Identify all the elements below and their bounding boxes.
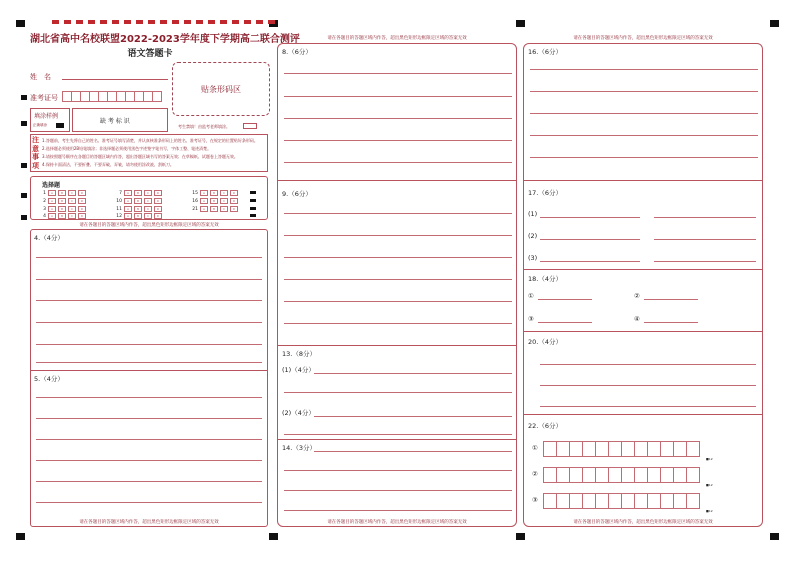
opt-C[interactable]: C <box>220 190 228 196</box>
opt-C[interactable]: C <box>144 213 152 219</box>
opt-C[interactable]: C <box>220 206 228 212</box>
mcq-title: 选择题 <box>42 182 61 189</box>
q18-a-label: ① <box>528 292 534 300</box>
opt-A[interactable]: A <box>124 206 132 212</box>
q13-2-label: (2)（4分） <box>282 409 315 417</box>
q-num: 7 <box>119 190 122 196</box>
registration-mark <box>516 533 525 540</box>
answer-line[interactable] <box>36 300 262 301</box>
answer-line[interactable] <box>284 73 512 74</box>
answer-line[interactable] <box>36 502 262 503</box>
opt-B[interactable]: B <box>210 190 218 196</box>
opt-D[interactable]: D <box>78 198 86 204</box>
section-divider <box>277 180 517 181</box>
answer-line[interactable] <box>36 322 262 323</box>
answer-line[interactable] <box>530 69 758 70</box>
section-divider <box>277 439 517 440</box>
answer-warning: 请在各题目的答题区域内作答，超出黑色矩形边框限定区域的答案无效 <box>573 36 713 41</box>
answer-line[interactable] <box>284 140 512 141</box>
side-mark <box>21 215 27 220</box>
mcq-row[interactable] <box>112 198 162 204</box>
answer-warning: 请在各题目的答题区域内作答，超出黑色矩形边框限定区域的答案无效 <box>79 520 219 525</box>
answer-line[interactable] <box>36 481 262 482</box>
name-label: 姓 名 <box>30 73 51 81</box>
opt-D[interactable]: D <box>78 213 86 219</box>
header-dash-bar <box>52 20 277 24</box>
answer-line[interactable] <box>644 299 698 300</box>
opt-C[interactable]: C <box>68 198 76 204</box>
q17-label: 17.（6分） <box>528 189 562 197</box>
timing-mark <box>250 191 256 194</box>
opt-A[interactable]: A <box>48 190 56 196</box>
answer-line[interactable] <box>36 397 262 398</box>
mcq-row[interactable] <box>40 198 86 204</box>
answer-warning: 请在各题目的答题区域内作答，超出黑色矩形边框限定区域的答案无效 <box>327 520 467 525</box>
answer-line[interactable] <box>540 364 756 365</box>
opt-D[interactable]: D <box>230 206 238 212</box>
cell-count: ■12 <box>706 483 713 487</box>
section-divider <box>523 269 763 270</box>
opt-C[interactable]: C <box>68 206 76 212</box>
q-num: 10 <box>116 198 122 204</box>
side-mark <box>21 95 27 100</box>
answer-line[interactable] <box>530 135 758 136</box>
q22-b-label: ② <box>532 470 538 478</box>
answer-line[interactable] <box>284 235 512 236</box>
opt-A[interactable]: A <box>124 190 132 196</box>
answer-warning: 请在各题目的答题区域内作答，超出黑色矩形边框限定区域的答案无效 <box>327 36 467 41</box>
q20-label: 20.（4分） <box>528 338 562 346</box>
answer-line[interactable] <box>284 279 512 280</box>
notice-label: 注 意 事 项 <box>32 136 39 170</box>
answer-line[interactable] <box>36 257 262 258</box>
q-num: 4 <box>43 213 46 219</box>
registration-mark <box>16 20 25 27</box>
opt-B[interactable]: B <box>58 190 66 196</box>
opt-D[interactable]: D <box>78 190 86 196</box>
mcq-row[interactable] <box>188 190 238 196</box>
answer-panel-col2 <box>277 43 517 527</box>
id-grid[interactable] <box>62 91 161 102</box>
opt-D[interactable]: D <box>230 198 238 204</box>
opt-A[interactable]: A <box>48 198 56 204</box>
answer-line[interactable] <box>284 510 512 511</box>
q22-c-label: ③ <box>532 496 538 504</box>
q13-label: 13.（8分） <box>282 350 316 358</box>
answer-line[interactable] <box>314 451 512 452</box>
absent-note: 考生禁填！由监考老师填涂。 <box>178 124 230 129</box>
section-divider <box>30 370 268 371</box>
q17-1-label: (1) <box>528 210 538 218</box>
q-num: 16 <box>192 198 198 204</box>
section-divider <box>523 414 763 415</box>
answer-line[interactable] <box>36 279 262 280</box>
answer-line[interactable] <box>540 217 640 218</box>
opt-C[interactable]: C <box>68 190 76 196</box>
mcq-row[interactable] <box>40 206 86 212</box>
answer-line[interactable] <box>654 217 756 218</box>
mcq-row[interactable] <box>112 213 162 219</box>
q18-c-label: ③ <box>528 315 534 323</box>
q22-label: 22.（6分） <box>528 422 562 430</box>
timing-mark <box>250 214 256 217</box>
answer-line[interactable] <box>36 344 262 345</box>
opt-A[interactable]: A <box>200 206 208 212</box>
opt-D[interactable]: D <box>154 213 162 219</box>
notice-line: 3.请按照题号顺序在各题目的答题区域内作答，超出答题区域书写的答案无效；在草稿纸、试题卷上答题无效。 <box>42 154 238 159</box>
answer-line[interactable] <box>284 118 512 119</box>
answer-line[interactable] <box>530 91 758 92</box>
q18-b-label: ② <box>634 292 640 300</box>
answer-line[interactable] <box>284 323 512 324</box>
registration-mark <box>516 20 525 27</box>
mcq-row[interactable] <box>40 190 86 196</box>
timing-mark <box>250 207 256 210</box>
id-label: 准考证号 <box>30 94 58 102</box>
opt-A[interactable]: A <box>200 198 208 204</box>
section-divider <box>523 331 763 332</box>
opt-B[interactable]: B <box>58 213 66 219</box>
opt-B[interactable]: B <box>134 213 142 219</box>
absent-label: 缺 考 标 识 <box>100 118 130 125</box>
mcq-row[interactable] <box>112 206 162 212</box>
opt-B[interactable]: B <box>134 206 142 212</box>
notice-line: 2.选择题必须使用2B铅笔填涂；非选择题必须使用黑色字迹签字笔书写，字体工整、笔迹清楚。 <box>42 146 212 151</box>
opt-A[interactable]: A <box>200 190 208 196</box>
answer-line[interactable] <box>654 261 756 262</box>
mcq-row[interactable] <box>188 198 238 204</box>
answer-line[interactable] <box>540 385 756 386</box>
answer-warning: 请在各题目的答题区域内作答，超出黑色矩形边框限定区域的答案无效 <box>79 223 219 228</box>
q-num: 11 <box>116 206 122 212</box>
answer-line[interactable] <box>36 439 262 440</box>
q-num: 15 <box>192 190 198 196</box>
answer-line[interactable] <box>644 322 698 323</box>
cell-count: ■12 <box>706 509 713 513</box>
answer-line[interactable] <box>284 434 512 435</box>
mcq-row[interactable] <box>188 206 238 212</box>
name-field[interactable] <box>62 79 168 80</box>
opt-B[interactable]: B <box>134 198 142 204</box>
registration-mark <box>269 533 278 540</box>
q-num: 2 <box>43 198 46 204</box>
opt-B[interactable]: B <box>210 206 218 212</box>
q8-label: 8.（6分） <box>282 48 312 56</box>
absent-fill-box[interactable] <box>243 123 257 129</box>
registration-mark <box>770 533 779 540</box>
q16-label: 16.（6分） <box>528 48 562 56</box>
sample-correct: 正确填涂 <box>33 123 47 127</box>
answer-line[interactable] <box>36 418 262 419</box>
q5-label: 5.（4分） <box>34 375 64 383</box>
answer-panel-col1 <box>30 229 268 527</box>
opt-D[interactable]: D <box>230 190 238 196</box>
notice-line: 1.答题前，考生先将自己的姓名、准考证号填写清楚，并认真核准条形码上的姓名、准考证号，在规定的位置贴好条形码。 <box>42 138 258 143</box>
answer-line[interactable] <box>284 392 512 393</box>
answer-line[interactable] <box>314 416 512 417</box>
answer-line[interactable] <box>654 239 756 240</box>
q14-label: 14.（3分） <box>282 444 316 452</box>
opt-A[interactable]: A <box>124 213 132 219</box>
side-mark <box>21 193 27 198</box>
answer-line[interactable] <box>284 490 512 491</box>
answer-warning: 请在各题目的答题区域内作答，超出黑色矩形边框限定区域的答案无效 <box>573 520 713 525</box>
q-num: 3 <box>43 206 46 212</box>
answer-line[interactable] <box>530 113 758 114</box>
opt-C[interactable]: C <box>68 213 76 219</box>
q17-2-label: (2) <box>528 232 538 240</box>
opt-A[interactable]: A <box>48 206 56 212</box>
answer-line[interactable] <box>540 406 756 407</box>
answer-line[interactable] <box>284 162 512 163</box>
mcq-row[interactable] <box>112 190 162 196</box>
answer-line[interactable] <box>36 460 262 461</box>
answer-line[interactable] <box>540 239 640 240</box>
opt-D[interactable]: D <box>154 190 162 196</box>
answer-line[interactable] <box>284 96 512 97</box>
opt-D[interactable]: D <box>154 198 162 204</box>
q22-a-label: ① <box>532 444 538 452</box>
opt-C[interactable]: C <box>220 198 228 204</box>
opt-B[interactable]: B <box>58 206 66 212</box>
answer-line[interactable] <box>284 301 512 302</box>
q17-3-label: (3) <box>528 254 538 262</box>
answer-line[interactable] <box>284 257 512 258</box>
answer-line[interactable] <box>530 157 758 158</box>
mcq-row[interactable] <box>40 213 86 219</box>
side-mark <box>21 163 27 168</box>
char-grid-row[interactable] <box>543 493 699 509</box>
registration-mark <box>16 533 25 540</box>
sample-fill <box>56 123 64 128</box>
side-mark <box>21 121 27 126</box>
notice-line: 4.保持卡面清洁，不要折叠、不要弄破、弄皱，请勿使用涂改液、刮纸刀。 <box>42 162 174 167</box>
opt-C[interactable]: C <box>144 206 152 212</box>
opt-A[interactable]: A <box>48 213 56 219</box>
answer-line[interactable] <box>314 373 512 374</box>
char-grid-row[interactable] <box>543 467 699 483</box>
sample-label: 填涂样例 <box>34 113 59 120</box>
q-num: 12 <box>116 213 122 219</box>
q18-d-label: ④ <box>634 315 640 323</box>
answer-line[interactable] <box>284 470 512 471</box>
section-divider <box>277 345 517 346</box>
opt-A[interactable]: A <box>124 198 132 204</box>
q4-label: 4.（4分） <box>34 234 64 242</box>
q-num: 1 <box>43 190 46 196</box>
answer-line[interactable] <box>284 213 512 214</box>
page-subtitle: 语文答题卡 <box>127 49 173 59</box>
barcode-area: 贴条形码区 <box>172 62 270 116</box>
opt-C[interactable]: C <box>144 198 152 204</box>
q-num: 21 <box>192 206 198 212</box>
opt-C[interactable]: C <box>144 190 152 196</box>
opt-B[interactable]: B <box>58 198 66 204</box>
q18-label: 18.（4分） <box>528 275 562 283</box>
timing-mark <box>250 199 256 202</box>
opt-B[interactable]: B <box>134 190 142 196</box>
page-title: 湖北省高中名校联盟2022-2023学年度下学期高二联合测评 <box>30 34 300 45</box>
cell-count: ■12 <box>706 457 713 461</box>
opt-B[interactable]: B <box>210 198 218 204</box>
answer-line[interactable] <box>540 261 640 262</box>
answer-line[interactable] <box>538 322 592 323</box>
char-grid-row[interactable] <box>543 441 699 457</box>
section-divider <box>523 180 763 181</box>
answer-line[interactable] <box>538 299 592 300</box>
q13-1-label: (1)（4分） <box>282 366 315 374</box>
q9-label: 9.（6分） <box>282 190 312 198</box>
answer-line[interactable] <box>36 362 262 363</box>
opt-D[interactable]: D <box>78 206 86 212</box>
registration-mark <box>770 20 779 27</box>
opt-D[interactable]: D <box>154 206 162 212</box>
